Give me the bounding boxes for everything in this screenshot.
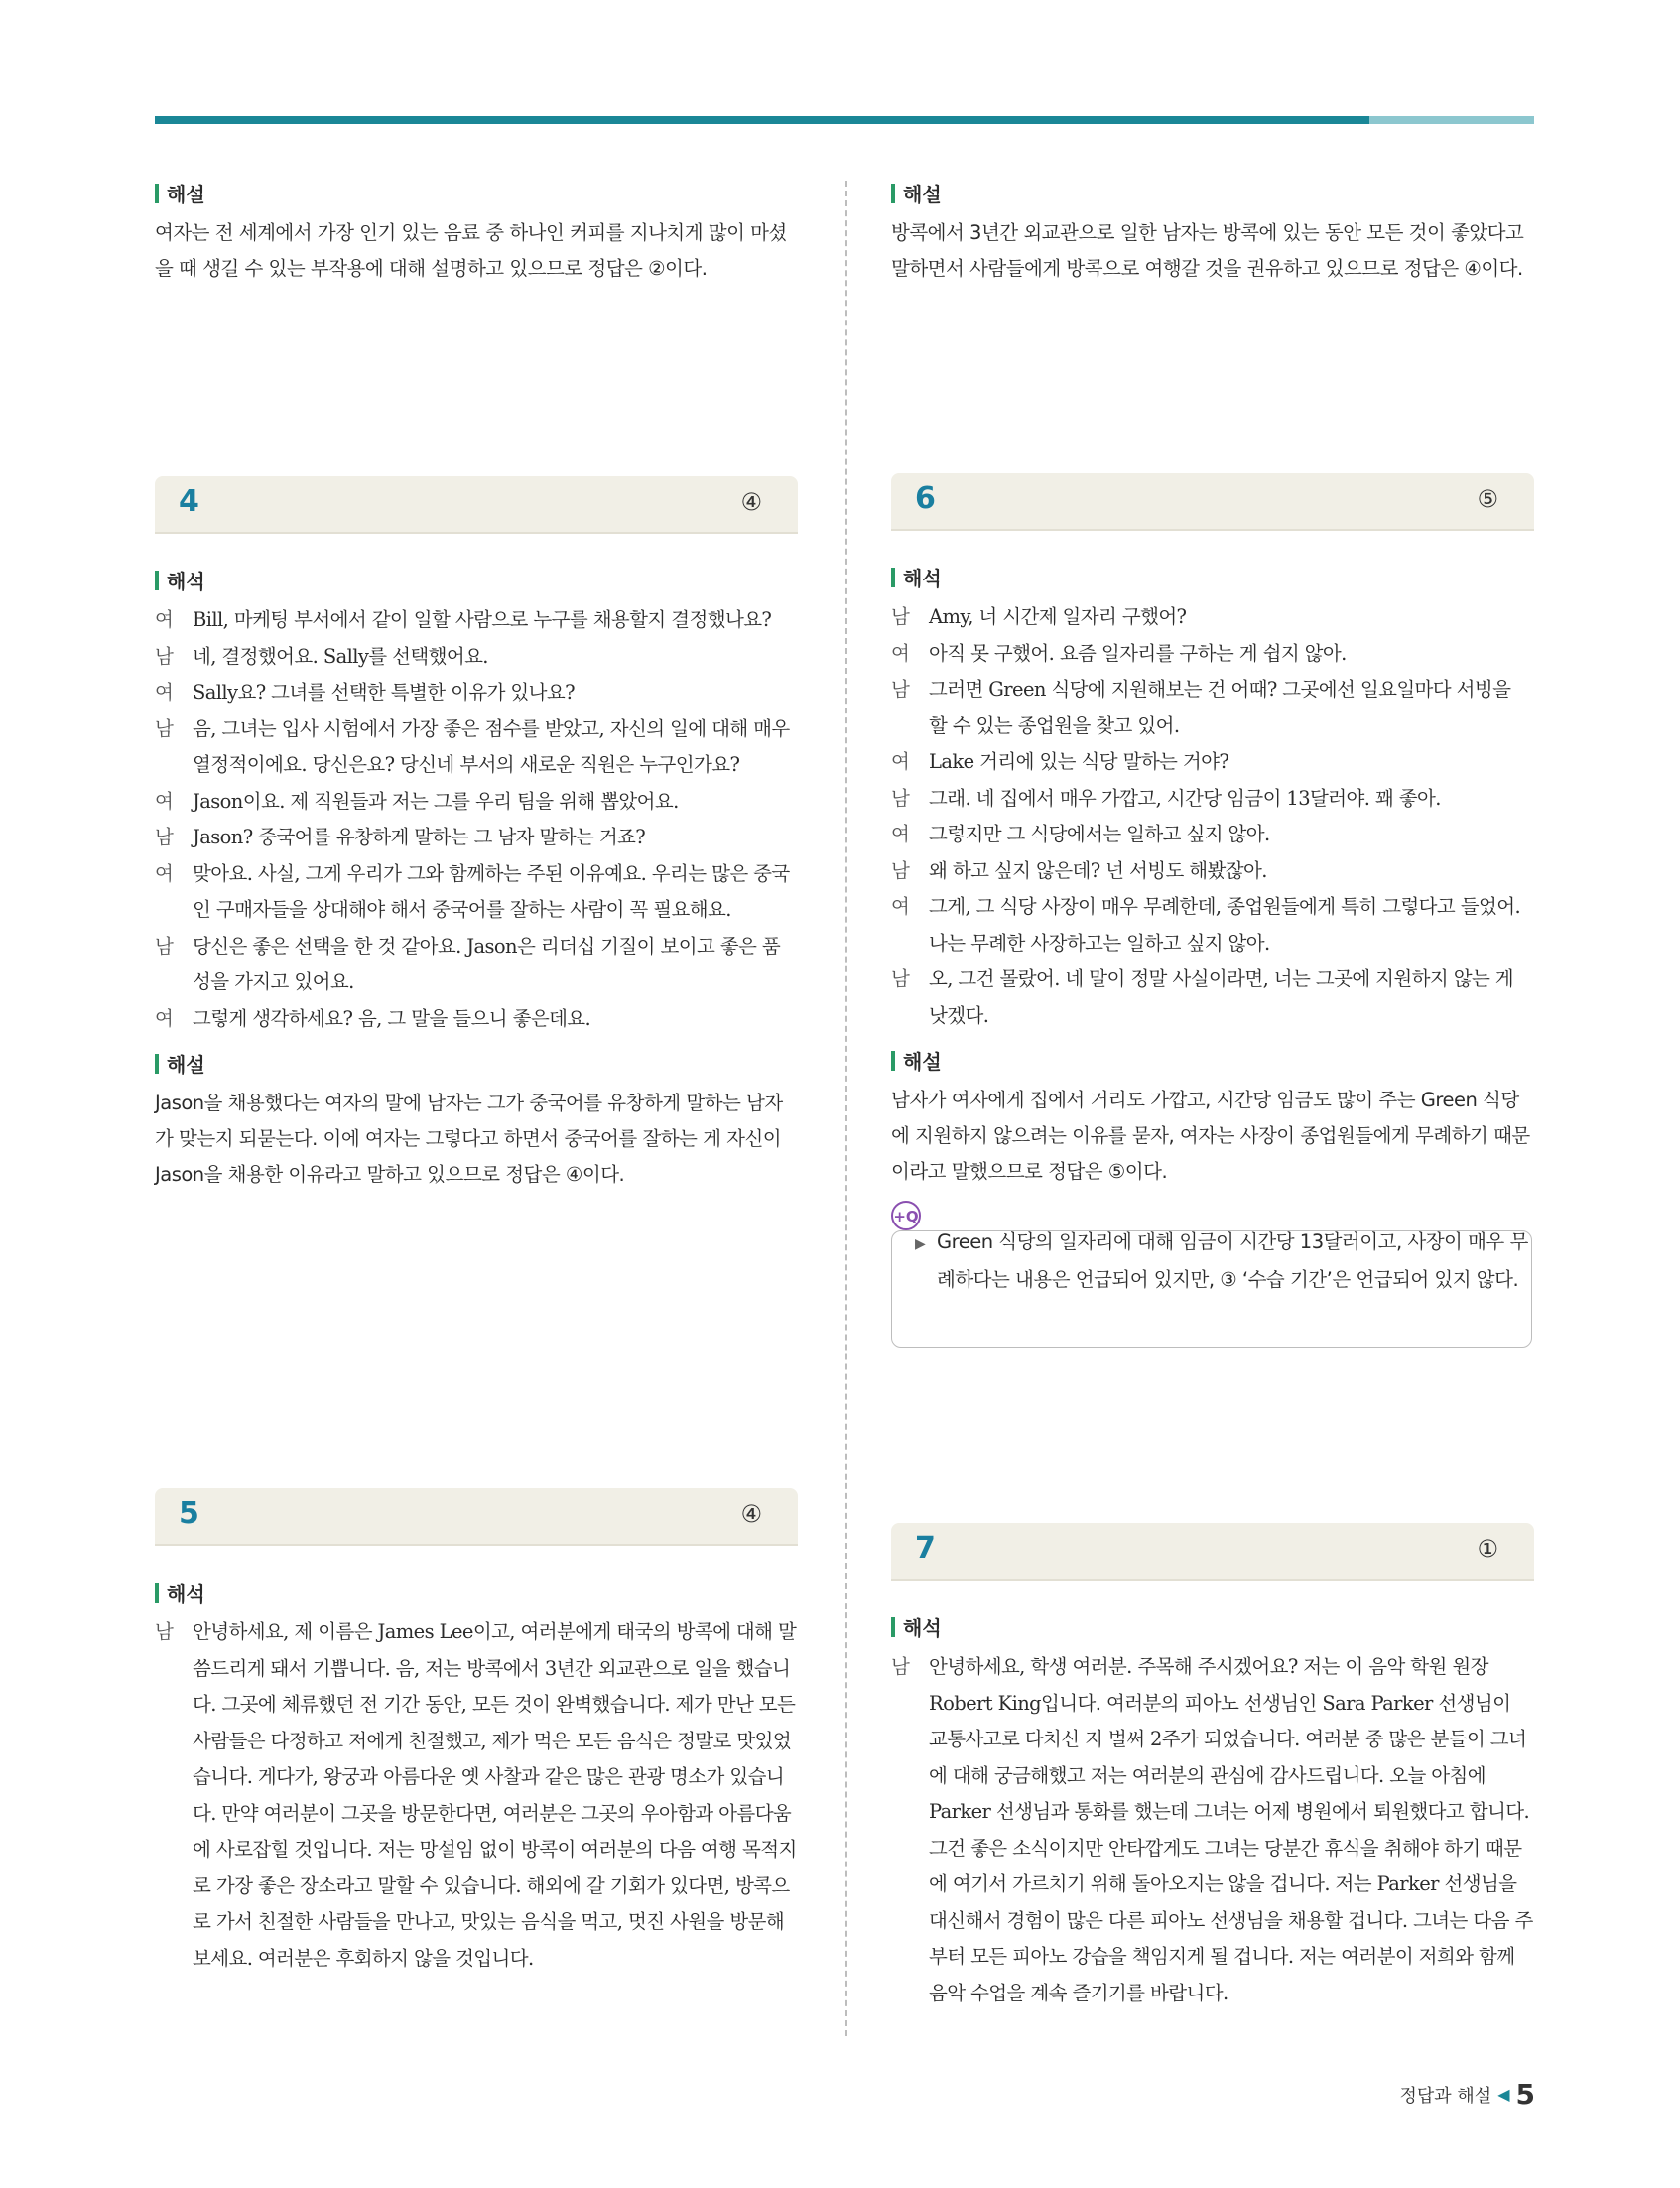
- dialog-line: [891, 636, 1534, 673]
- dialog-text: 그러면 Green 식당에 지원해보는 건 어때? 그곳에선 일요일마다 서빙을 할 수 있는 종업원을 찾고 있어.: [929, 678, 1511, 737]
- answer-mark: ⑤: [1477, 485, 1498, 513]
- question-4-header: [155, 476, 798, 532]
- speaker-label: 남: [891, 1655, 910, 1678]
- speaker-label: 여: [155, 681, 174, 704]
- dialog-text: 아직 못 구했어. 요즘 일자리를 구하는 게 쉽지 않아.: [929, 641, 1347, 665]
- plus-q-icon: +Q: [891, 1201, 921, 1230]
- dialog-text: 왜 하고 싶지 않은데? 넌 서빙도 해봤잖아.: [929, 858, 1267, 882]
- dialog-text: Sally요? 그녀를 선택한 특별한 이유가 있나요?: [193, 681, 575, 704]
- speaker-label: 여: [891, 750, 910, 773]
- explanation-heading: 해설: [155, 1049, 798, 1078]
- explanation-text: 방콕에서 3년간 외교관으로 일한 남자는 방콕에 있는 동안 모든 것이 좋았다고 말하면서 사람들에게 방콕으로 여행갈 것을 권유하고 있으므로 정답은 ④이다.: [891, 221, 1524, 280]
- question-4-body: [155, 566, 798, 1193]
- question-5-header: [155, 1488, 798, 1544]
- triangle-bullet-icon: ▶: [915, 1236, 926, 1252]
- translation-heading: 해석: [891, 1612, 1534, 1641]
- dialog-text: 그렇지만 그 식당에서는 일하고 싶지 않아.: [929, 823, 1270, 845]
- speaker-label: 여: [155, 1006, 174, 1030]
- page-footer: [1400, 2078, 1535, 2111]
- dialog-text: Amy, 너 시간제 일자리 구했어?: [929, 605, 1187, 628]
- speaker-label: 남: [155, 826, 174, 848]
- translation-heading: 해석: [891, 563, 1534, 591]
- speaker-label: 여: [891, 895, 910, 918]
- speaker-label: 남: [891, 967, 910, 990]
- dialog-line: [891, 744, 1534, 781]
- q6-dialog: [891, 599, 1534, 1034]
- dialog-line: [155, 639, 798, 676]
- speaker-label: 남: [155, 934, 174, 958]
- monologue: [155, 1614, 798, 1977]
- explanation-heading: 해설: [891, 179, 1534, 207]
- dialog-text: 당신은 좋은 선택을 한 것 같아요. Jason은 리더십 기질이 보이고 좋은 품성을 가지고 있어요.: [193, 934, 781, 993]
- explanation-heading: 해설: [155, 179, 798, 207]
- footer-label: 정답과 해설: [1399, 2085, 1492, 2107]
- question-number: 7: [915, 1531, 936, 1566]
- top-rule: [155, 116, 1534, 124]
- dialog-text: 맞아요. 사실, 그게 우리가 그와 함께하는 주된 이유예요. 우리는 많은 중국인 구매자들을 상대해야 해서 중국어를 잘하는 사람이 꼭 필요해요.: [193, 861, 790, 921]
- arrow-left-icon: ◀: [1497, 2085, 1510, 2104]
- dialog-text: 음, 그녀는 입사 시험에서 가장 좋은 점수를 받았고, 자신의 일에 대해 매우 열정적이에요. 당신은요? 당신네 부서의 새로운 직원은 누구인가요?: [193, 716, 790, 776]
- speaker-label: 남: [155, 716, 174, 740]
- speaker-label: 남: [155, 1620, 174, 1643]
- dialog-line: [891, 599, 1534, 636]
- dialog-line: [891, 817, 1534, 853]
- dialog-text: 그렇게 생각하세요? 음, 그 말을 들으니 좋은데요.: [193, 1006, 591, 1030]
- q4-dialog: [155, 602, 798, 1037]
- dialog-text: 그래. 네 집에서 매우 가깝고, 시간당 임금이 13달러야. 꽤 좋아.: [929, 786, 1441, 810]
- dialog-line: [891, 853, 1534, 890]
- dialog-line: [891, 781, 1534, 818]
- explanation-text: 여자는 전 세계에서 가장 인기 있는 음료 중 하나인 커피를 지나치게 많이 마셨을 때 생길 수 있는 부작용에 대해 설명하고 있으므로 정답은 ②이다.: [155, 221, 787, 280]
- page-number: 5: [1515, 2078, 1535, 2111]
- top-left-explanation: [155, 179, 798, 287]
- column-divider: [845, 181, 847, 2036]
- answer-mark: ①: [1477, 1535, 1498, 1563]
- dialog-text: Jason이요. 제 직원들과 저는 그를 우리 팀을 위해 뽑았어요.: [193, 789, 679, 813]
- top-rule-accent: [1369, 116, 1534, 124]
- speaker-label: 여: [155, 789, 174, 813]
- dialog-text: Lake 거리에 있는 식당 말하는 거야?: [929, 750, 1229, 773]
- dialog-text: 그게, 그 식당 사장이 매우 무례한데, 종업원들에게 특히 그렇다고 들었어. 나는 무례한 사장하고는 일하고 싶지 않아.: [929, 895, 1521, 955]
- monologue-text: 안녕하세요, 제 이름은 James Lee이고, 여러분에게 태국의 방콕에 대해 말씀드리게 돼서 기쁩니다. 음, 저는 방콕에서 3년간 외교관으로 일을 했습니다. 그곳에 체류했던 전 기간 동안, 모든 것이 완벽했습니다. 제가 만난 모든 사람들은 다정하고 저에게 친절했고, 제가 먹은 모든 음식은 정말로 맛있었습니다. 게다가, 왕궁과 아름다운 옛 사찰과 같은 많은 관광 명소가 있습니다. 만약 여러분이 그곳을 방문한다면, 여러분은 그곳의 우아함과 아름다움에 사로잡힐 것입니다. 저는 망설임 없이 방콕이 여러분의 다음 여행 목적지로 가장 좋은 장소라고 말할 수 있습니다. 해외에 갈 기회가 있다면, 방콕으로 가서 친절한 사람들을 만나고, 맛있는 음식을 먹고, 멋진 사원을 방문해 보세요. 여러분은 후회하지 않을 것입니다.: [193, 1620, 797, 1970]
- question-number: 4: [179, 484, 199, 519]
- question-6-body: [891, 563, 1534, 1190]
- speaker-label: 여: [891, 641, 910, 665]
- speaker-label: 남: [891, 786, 910, 810]
- answer-mark: ④: [740, 1500, 762, 1528]
- translation-heading: 해석: [155, 1578, 798, 1607]
- note-text: ▶ Green 식당의 일자리에 대해 임금이 시간당 13달러이고, 사장이 매우 무례하다는 내용은 언급되어 있지만, ③ ‘수습 기간’은 언급되어 있지 않다.: [915, 1224, 1542, 1298]
- speaker-label: 여: [891, 823, 910, 845]
- speaker-label: 여: [155, 608, 174, 631]
- dialog-line: [155, 711, 798, 784]
- top-right-explanation: [891, 179, 1534, 287]
- dialog-line: [155, 820, 798, 856]
- dialog-line: [155, 1001, 798, 1038]
- dialog-line: [891, 672, 1534, 744]
- speaker-label: 여: [155, 861, 174, 885]
- speaker-label: 남: [891, 858, 910, 882]
- monologue-text: 안녕하세요, 학생 여러분. 주목해 주시겠어요? 저는 이 음악 학원 원장 Robert King입니다. 여러분의 피아노 선생님인 Sara Parker 선생님이 교통사고로 다치신 지 벌써 2주가 되었습니다. 여러분 중 많은 분들이 그녀에 대해 궁금해했고 저는 여러분의 관심에 감사드립니다. 오늘 아침에 Parker 선생님과 통화를 했는데 그녀는 어제 병원에서 퇴원했다고 합니다. 그건 좋은 소식이지만 안타깝게도 그녀는 당분간 휴식을 취해야 하기 때문에 여기서 가르치기 위해 돌아오지는 않을 겁니다. 저는 Parker 선생님을 대신해서 경험이 많은 다른 피아노 선생님을 채용할 겁니다. 그녀는 다음 주부터 모든 피아노 강습을 책임지게 될 겁니다. 저는 여러분이 저희와 함께 음악 수업을 계속 즐기기를 바랍니다.: [929, 1655, 1533, 2004]
- dialog-text: 오, 그건 몰랐어. 네 말이 정말 사실이라면, 너는 그곳에 지원하지 않는 게 낫겠다.: [929, 967, 1514, 1027]
- explanation-heading: 해설: [891, 1046, 1534, 1075]
- explanation-text: Jason을 채용했다는 여자의 말에 남자는 그가 중국어를 유창하게 말하는 남자가 맞는지 되묻는다. 이에 여자는 그렇다고 하면서 중국어를 잘하는 게 자신이 Jason을 채용한 이유라고 말하고 있으므로 정답은 ④이다.: [155, 1092, 783, 1186]
- speaker-label: 남: [891, 678, 910, 701]
- dialog-line: [155, 784, 798, 821]
- question-7-header: [891, 1523, 1534, 1579]
- question-number: 6: [915, 481, 936, 516]
- dialog-line: [891, 962, 1534, 1034]
- question-7-body: [891, 1612, 1534, 2011]
- dialog-line: [891, 889, 1534, 962]
- dialog-text: Jason? 중국어를 유창하게 말하는 그 남자 말하는 거죠?: [193, 826, 646, 848]
- answer-mark: ④: [740, 488, 762, 516]
- dialog-line: [155, 856, 798, 929]
- translation-heading: 해석: [155, 566, 798, 594]
- dialog-text: 네, 결정했어요. Sally를 선택했어요.: [193, 644, 488, 668]
- monologue: [891, 1649, 1534, 2011]
- speaker-label: 남: [155, 644, 174, 668]
- explanation-text: 남자가 여자에게 집에서 거리도 가깝고, 시간당 임금도 많이 주는 Green 식당에 지원하지 않으려는 이유를 묻자, 여자는 사장이 종업원들에게 무례하기 때문이라고 말했으므로 정답은 ⑤이다.: [891, 1089, 1530, 1183]
- question-number: 5: [179, 1496, 199, 1531]
- speaker-label: 남: [891, 605, 910, 628]
- dialog-text: Bill, 마케팅 부서에서 같이 일할 사람으로 누구를 채용할지 결정했나요?: [193, 608, 772, 631]
- question-6-header: [891, 473, 1534, 529]
- question-5-body: [155, 1578, 798, 1977]
- dialog-line: [155, 602, 798, 639]
- dialog-line: [155, 675, 798, 711]
- dialog-line: [155, 929, 798, 1001]
